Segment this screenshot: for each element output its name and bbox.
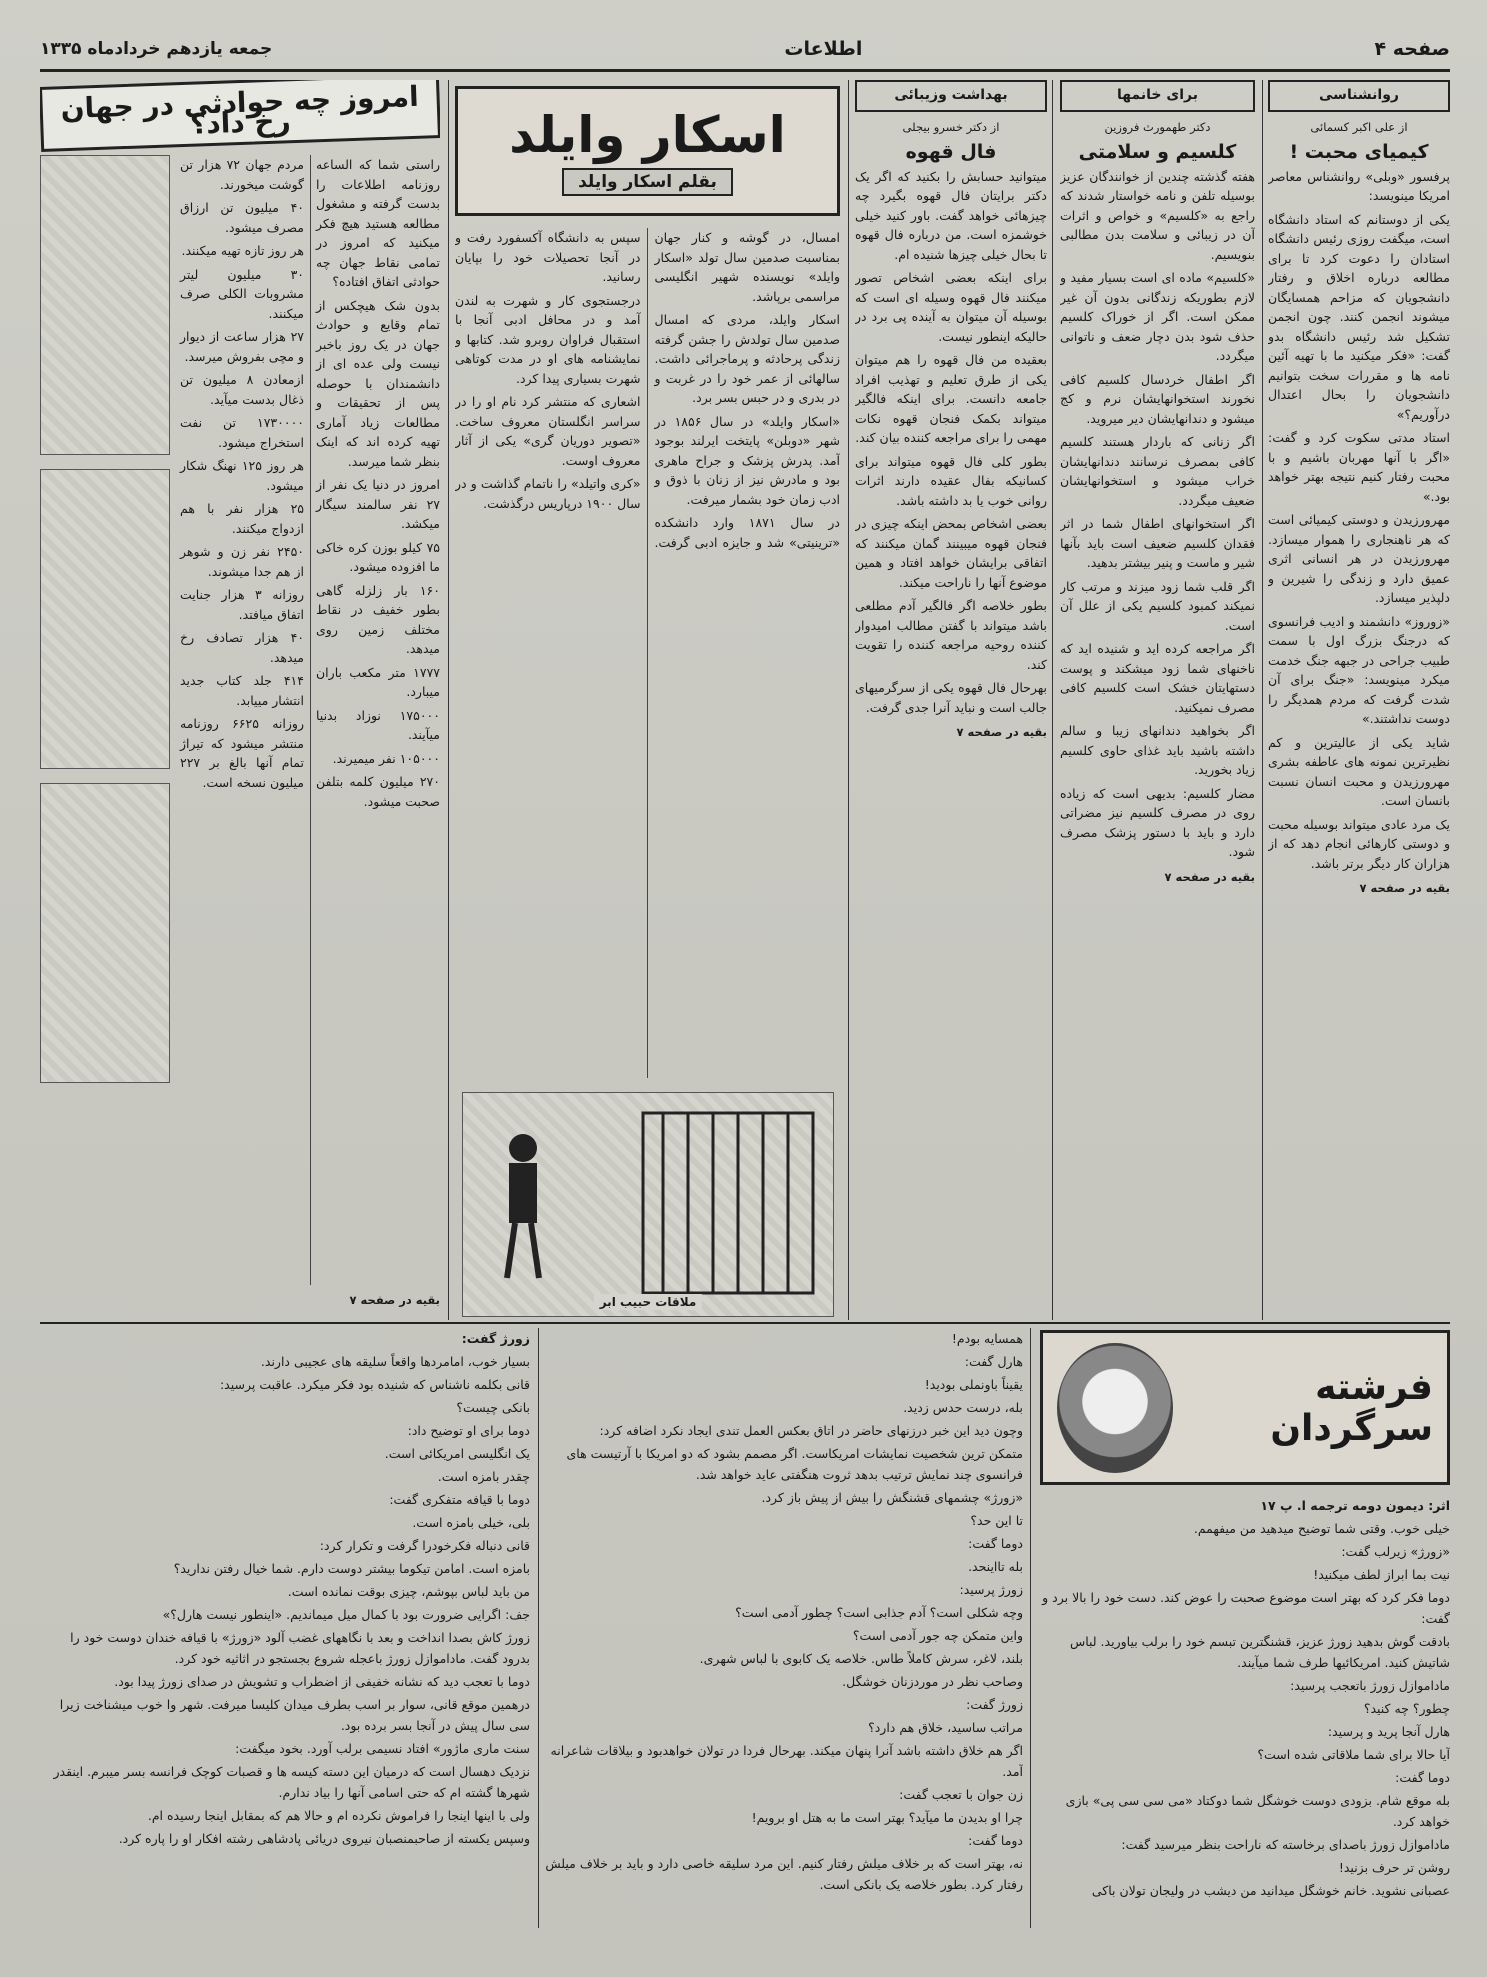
paper-name: اطلاعات <box>784 37 863 60</box>
byline: دکتر طهمورث فروزین <box>1104 119 1211 134</box>
paragraph: دوما برای او توضیح داد: <box>407 1423 530 1438</box>
paragraph: زن جوان با تعجب گفت: <box>899 1787 1023 1802</box>
paragraph: راستی شما که الساعه روزنامه اطلاعات را بدست گرفته و مشغول مطالعه هستید هیچ فکر میکنید که امروز در تمامی نقاط جهان چه حوادثی اتفاق افتاده؟ <box>316 157 440 289</box>
column-women <box>1060 80 1255 1320</box>
serial-part-middle <box>545 1328 1023 1928</box>
paragraph: ازمعادن ۸ میلیون تن ذغال بدست میآید. <box>180 372 304 407</box>
cartoon-drawing <box>463 1093 835 1318</box>
paragraph: اگر زنانی که باردار هستند کلسیم کافی بمصرف نرسانند دندانهایشان خراب میشود و استخوانهایشان ضعیف میگردد. <box>1060 434 1255 508</box>
paragraph: یقیناً باونملی بودید! <box>924 1377 1023 1392</box>
paragraph: بسیار خوب، امامردها واقعاً سلیقه های عجیبی دارند. <box>260 1354 530 1369</box>
paragraph: هفته گذشته چندین از خوانندگان عزیز بوسیله تلفن و نامه خواستار شدند که راجع به «کلسیم» و خواص و اثرات آن در زیبائی و سلامت بدن مطالبی بنویسیم. <box>1060 168 1255 262</box>
continue-note: بقیه در صفحه ۷ <box>1359 881 1450 895</box>
paragraph: ۴۱۴ جلد کتاب جدید انتشار مییابد. <box>180 673 304 708</box>
paragraph: دوما با تعجب دید که نشانه خفیفی از اضطراب و تشویش در صدای زورژ پیدا بود. <box>114 1674 530 1689</box>
article-body <box>455 228 840 552</box>
paragraph: وصاحب نظر در موردزنان خوشگل. <box>842 1674 1023 1689</box>
illustrations-strip <box>40 155 170 1285</box>
issue-date: جمعه یازدهم خردادماه ۱۳۳۵ <box>40 38 273 59</box>
column-world-events <box>40 80 440 1320</box>
paragraph: درهمین موقع قانی، سوار بر اسب بطرف میدان کلیسا میرفت. شهر وا خوب میشناخت زیرا سی سال پیش در آنجا بسر برده بود. <box>59 1697 530 1733</box>
paragraph: اگر بخواهید دندانهای زیبا و سالم داشته باشید باید غذای حاوی کلسیم زیاد بخورید. <box>1060 723 1255 777</box>
paragraph: ماداموازل زورژ باتعجب پرسید: <box>1290 1678 1450 1693</box>
column-rule <box>538 1328 539 1928</box>
paragraph: همسایه بودم! <box>951 1331 1023 1346</box>
paragraph: بطور خلاصه اگر فالگیر آدم مطلعی باشد میتواند با گفتن مطالب امیدوار کننده روحیه مراجعه کننده را تقویت کند. <box>855 598 1047 672</box>
paragraph: ۱۷۵۰۰۰ نوزاد بدنیا میآیند. <box>316 707 440 742</box>
paragraph: آیا حالا برای شما ملاقاتی شده است؟ <box>1257 1747 1450 1762</box>
paragraph: ۱۶۰ بار زلزله گاهی بطور خفیف در نقاط مختلف زمین روی میدهد. <box>316 582 440 656</box>
paragraph: یک مرد عادی میتواند بوسیله محبت و دوستی کارهائی انجام دهد که از هزاران کار دیگر برتر باشد. <box>1268 816 1450 871</box>
serial-body <box>40 1351 530 1849</box>
paragraph: نه، بهتر است که بر خلاف میلش رفتار کنیم. این مرد سلیقه خاصی دارد و باید بر خلاف میلش رفتار کرد. بطور خلاصه یک بانکی است. <box>545 1856 1023 1892</box>
continue-note: بقیه در صفحه ۷ <box>956 725 1047 739</box>
paragraph: تا این حد؟ <box>970 1513 1023 1528</box>
paragraph: اشعاری که منتشر کرد نام او را در سراسر انگلستان معروف ساخت. «تصویر دوریان گری» یکی از آثار معروف اوست. <box>455 394 641 468</box>
paragraph: ۴۰ میلیون تن ارزاق مصرف میشود. <box>180 200 304 235</box>
paragraph: مردم جهان ۷۲ هزار تن گوشت میخورند. <box>180 157 304 192</box>
paragraph: قانی بکلمه ناشناس که شنیده بود فکر میکرد. عاقبت پرسید: <box>219 1377 530 1392</box>
paragraph: اگر استخوانهای اطفال شما در اثر فقدان کلسیم ضعیف است باید بآنها شیر و ماست و پنیر بیشتر بدهید. <box>1060 516 1255 570</box>
paragraph: هر روز تازه تهیه میکنند. <box>181 243 304 258</box>
paragraph: جف: اگرایی ضرورت بود با کمال میل میماندیم. «اینطور نیست هارل؟» <box>162 1607 530 1622</box>
page-number: صفحه ۴ <box>1374 37 1450 60</box>
paragraph: چطور؟ چه کنید؟ <box>1363 1701 1450 1716</box>
paragraph: ۲۴۵۰ نفر زن و شوهر از هم جدا میشوند. <box>180 544 304 579</box>
paragraph: چقدر بامزه است. <box>437 1469 530 1484</box>
column-rule <box>1052 80 1053 1320</box>
paragraph: بعضی اشخاص بمحض اینکه چیزی در فنجان قهوه میبینند گمان میکنند که اتفاقی برایشان خواهد افتاد و همین موضوع آنها را ناراحت میکند. <box>855 516 1047 590</box>
paragraph: بدون شک هیچکس از تمام وقایع و حوادث جهان در یک روز باخبر نیست ولی عده ای از دانشمندان با حوصله پس از تحقیقات و مطالعات زیاد آماری تهیه کرده اند که اینک بنظر شما میرسد. <box>316 297 440 469</box>
paragraph: درجستجوی کار و شهرت به لندن آمد و در محافل ادبی آنجا با استقبال فراوان روبرو شد. کتابها و نمایشنامه های او در مدت کوتاهی شهرت بسیاری پیدا کرد. <box>455 292 641 386</box>
paragraph: زورژ پرسید: <box>959 1582 1023 1597</box>
paragraph: برای اینکه بعضی اشخاص تصور میکنند فال قهوه وسیله ای است که بوسیله آن میتوان به آینده پی برد در حالیکه اینطور نیست. <box>855 270 1047 344</box>
continue-note: بقیه در صفحه ۷ <box>349 1293 440 1307</box>
column-psychology <box>1268 80 1450 1320</box>
paragraph: هر روز ۱۲۵ نهنگ شکار میشود. <box>180 458 305 493</box>
paragraph: ۷۵ کیلو بوزن کره خاکی ما افزوده میشود. <box>316 539 440 574</box>
paragraph: بلند، لاغر، سرش کاملاً طاس. خلاصه یک کابوی با لباس شهری. <box>699 1651 1023 1666</box>
paragraph: عصبانی نشوید. خانم خوشگل میدانید من دیشب در ولیجان تولان باکی <box>1091 1883 1450 1898</box>
paragraph: نزدیک دهسال است که درمیان این دسته کیسه ها و قصبات کوچک فرانسه بسر میبرم. اینقدر شهرها گشته ام که حتی اسامی آنها را بیاد ندارم. <box>53 1764 530 1800</box>
paragraph: ۳۰ میلیون لیتر مشروبات الکلی صرف میکنند. <box>180 266 304 321</box>
paragraph: قانی دنباله فکرخودرا گرفت و تکرار کرد: <box>319 1538 530 1553</box>
paragraph: دوما فکر کرد که بهتر است موضوع صحبت را عوض کند. دست خود را بالا برد و گفت: <box>1042 1590 1450 1626</box>
paragraph: امسال، در گوشه و کنار جهان بمناسبت صدمین سال تولد «اسکار وایلد» نویسنده شهیر انگلیسی مراسمی برپاشد. <box>654 230 840 304</box>
serial-part-right <box>1040 1495 1450 1925</box>
paragraph: زورژ گفت: <box>966 1697 1023 1712</box>
paragraph: بامزه است. امامن تیکوما بیشتر دوست دارم. شما خیال رفتن ندارید؟ <box>173 1561 530 1576</box>
paragraph: مراتب ساسید، خلاق هم دارد؟ <box>868 1720 1023 1735</box>
paragraph: مضار کلسیم: بدیهی است که زیاده روی در مصرف کلسیم نیز مضراتی دارد و باید با دستور پزشک مصرف شود. <box>1060 785 1255 859</box>
men-cartoon-illustration <box>40 469 170 769</box>
world-events-banner: امروز چه حوادثی در جهان رخ داد؟ <box>40 80 440 152</box>
serial-body <box>1040 1518 1450 1901</box>
paragraph: یکی از دوستانم که استاد دانشگاه است، میگفت روزی رئیس دانشگاه استادان را دعوت کرد تا برای مطالعه درباره اخلاق و رفتار دانشجویان که مزاحم همسایگان میشوند انجمن کنند. چون انجمن تشکیل شد رئیس دانشگاه بدو گفت: «فکر میکنید ما با تهیه آئین نامه ها و مقررات سخت بتوانیم دانشجویان را بحال اعتدال درآوریم؟» <box>1268 211 1450 422</box>
column-rule <box>1030 1328 1031 1928</box>
paragraph: روزانه ۶۶۲۵ روزنامه منتشر میشود که تیراژ تمام آنها بالغ بر ۲۲۷ میلیون نسخه است. <box>180 716 304 790</box>
paragraph: «کری واتیلد» را ناتمام گذاشت و در سال ۱۹۰۰ درپاریس درگذشت. <box>455 476 641 511</box>
woman-portrait-illustration <box>1057 1343 1173 1473</box>
column-head: روانشناسی <box>1268 80 1450 112</box>
column-oscar-wilde <box>455 228 840 1078</box>
paragraph: شاید یکی از عالیترین و کم نظیرترین نمونه های عاطفه بشری مهرورزیدن و محبت انسان نسبت بانسان است. <box>1268 734 1450 808</box>
paragraph: امروز در دنیا یک نفر از ۲۷ نفر سالمند سیگار میکشد. <box>316 477 440 531</box>
paragraph: بلی، خیلی بامزه است. <box>412 1515 530 1530</box>
banner-subtitle: بقلم اسکار وایلد <box>562 168 733 196</box>
paragraph: «اسکار وایلد» در سال ۱۸۵۶ در شهر «دوبلن» پایتخت ایرلند بوجود آمد. پدرش پزشک و جراح ماهری بود و مادرش نیز از زنان با ذوق و ادب زمان خود بشمار میرفت. <box>654 413 840 507</box>
paragraph: وچه شکلی است؟ آدم جذابی است؟ چطور آدمی است؟ <box>735 1605 1023 1620</box>
paragraph: ۴۰ هزار تصادف رخ میدهد. <box>180 630 304 665</box>
paragraph: دوما گفت: <box>968 1536 1023 1551</box>
paragraph: «زوروز» دانشمند و ادیب فرانسوی که درجنگ بزرگ اول با سمت طبیب جراحی در جبهه جنگ خدمت میکرد مینویسد: «جنگ برای آن شدت گرفت که مردم همدیگر را دوست نداشتند.» <box>1268 613 1450 726</box>
column-head: بهداشت وزیبائی <box>855 80 1047 112</box>
paragraph: بله موقع شام. بزودی دوست خوشگل شما دوکتاد «می سی سی پی» بازی خواهد کرد. <box>1065 1793 1450 1829</box>
article-title: کلسیم و سلامتی <box>1078 141 1237 163</box>
paragraph: وچون دید این خبر درزنهای حاضر در اتاق بعکس العمل تندی ایجاد نکرد اضافه کرد: <box>599 1423 1023 1438</box>
banner-title: اسکار وایلد <box>509 106 786 164</box>
oscar-wilde-banner <box>455 86 840 216</box>
paragraph: سنت ماری ماژور» افتاد نسیمی برلب آورد. بخود میگفت: <box>235 1741 530 1756</box>
byline: از دکتر خسرو بیجلی <box>902 119 1000 134</box>
article-title: کیمیای محبت ! <box>1289 141 1429 163</box>
section-rule <box>40 1322 1450 1324</box>
woman-phone-illustration <box>40 155 170 455</box>
article-body <box>855 167 1047 718</box>
column-health <box>855 80 1047 1320</box>
cartoon-illustration <box>462 1092 834 1317</box>
continue-note: بقیه در صفحه ۷ <box>1164 869 1255 884</box>
masthead <box>40 28 1450 72</box>
column-rule <box>848 80 849 1320</box>
paragraph: چرا او بدیدن ما میآید؟ بهتر است ما به هتل او برویم! <box>751 1810 1023 1825</box>
paragraph: بطور کلی فال قهوه میتواند برای کسانیکه بفال عقیده دارند اثرات روانی خوب یا بد داشته باشد. <box>855 453 1047 508</box>
column-rule <box>1262 80 1263 1320</box>
paragraph: بعقیده من فال قهوه را هم میتوان یکی از طرق تعلیم و تهذیب افراد جامعه دانست. برای اینکه فالگیر میتواند بکمک فنجان قهوه نکات مهمی را برای مراجعه کننده بیان کند. <box>855 352 1047 445</box>
column-head: برای خانمها <box>1060 80 1255 112</box>
paragraph: هارل گفت: <box>964 1354 1023 1369</box>
paragraph: یک انگلیسی امریکائی است. <box>384 1446 530 1461</box>
paragraph: «زورژ» چشمهای قشنگش را بیش از پیش باز کرد. <box>761 1490 1023 1505</box>
paragraph: خیلی خوب. وقتی شما توضیح میدهید من میفهمم. <box>1193 1521 1450 1536</box>
paragraph: اگر هم خلاق داشته باشد آنرا پنهان میکند. بهرحال فردا در تولان خواهدبود و بیلاقات شاعرانه آمد. <box>550 1743 1023 1779</box>
paragraph: بله، درست حدس زدید. <box>903 1400 1023 1415</box>
serial-header: اثر: دیمون دومه ترجمه ا. پ ۱۷ <box>1260 1498 1450 1513</box>
paragraph: مهرورزیدن و دوستی کیمیائی است که هر ناهنجاری را هموار میسازد. مهرورزیدن در هر انسانی اثری عمیق دارد و زندگی را شیرین و دلپذیر میسازد. <box>1268 512 1450 605</box>
paragraph: دوما با قیافه متفکری گفت: <box>389 1492 530 1507</box>
serial-head: زورژ گفت: <box>461 1331 530 1346</box>
article-body <box>1268 167 1450 874</box>
paragraph: در سال ۱۸۷۱ وارد دانشکده «ترینیتی» شد و جایزه ادبی گرفت. سپس به دانشگاه آکسفورد رفت و در آنجا تحصیلات خود را بپایان رسانید. <box>455 230 840 550</box>
paragraph: اگر مراجعه کرده اید و شنیده اید که ناخنهای شما زود میشکند و پوست دستهایتان خشک است کلسیم کافی مصرف نمیکنید. <box>1060 641 1255 715</box>
byline: از علی اکبر کسمائی <box>1310 119 1408 134</box>
paragraph: روزانه ۳ هزار جنایت اتفاق میافتد. <box>180 587 304 622</box>
paragraph: ۲۵ هزار نفر با هم ازدواج میکنند. <box>180 501 304 536</box>
paragraph: روشن تر حرف بزنید! <box>1338 1860 1450 1875</box>
paragraph: ماداموازل زورژ باصدای برخاسته که ناراحت بنظر میرسید گفت: <box>1121 1837 1450 1852</box>
paragraph: دوما گفت: <box>1395 1770 1450 1785</box>
photographer-illustration <box>40 783 170 1083</box>
paragraph: میتوانید حسابش را بکنید که اگر یک دکتر برایتان فال قهوه بگیرد چه چیزهائی خواهد گفت. باور کنید خیلی خوشمزه است. من درباره فال قهوه تا بحال خیلی چیزها شنیده ام. <box>855 168 1047 262</box>
paragraph: ۱۰۵۰۰۰ نفر میمیرند. <box>332 750 440 766</box>
paragraph: واین متمکن چه جور آدمی است؟ <box>852 1628 1023 1643</box>
paragraph: دوما گفت: <box>968 1833 1023 1848</box>
paragraph: بانکی چیست؟ <box>456 1400 530 1415</box>
article-title: فال قهوه <box>905 141 997 163</box>
serial-banner <box>1040 1330 1450 1485</box>
paragraph: نیت بما ابراز لطف میکنید! <box>1313 1567 1450 1582</box>
paragraph: ولی با اینها اینجا را فراموش نکرده ام و حالا هم که بمقابل اینجا رسیده ام. <box>147 1808 530 1823</box>
paragraph: ۱۷۳۰۰۰۰ تن نفت استخراج میشود. <box>180 415 304 450</box>
article-body <box>1060 167 1255 862</box>
paragraph: متمکن ترین شخصیت نمایشات امریکاست. اگر مصمم بشود که دو امریکا با آرتیست های فرانسوی چند نمایش ترتیب بدهد ثروت هنگفتی عاید خواهد شد. <box>566 1446 1023 1482</box>
paragraph: پرفسور «وبلی» روانشناس معاصر امریکا مینویسد: <box>1268 168 1450 203</box>
serial-title: فرشته سرگردان <box>1270 1366 1433 1449</box>
paragraph: بادقت گوش بدهید زورژ عزیز، قشنگترین تبسم خود را برلب بیاورید. لباس شاتیش کنید. امریکائیها طرف شما میآیند. <box>1069 1634 1450 1670</box>
cartoon-caption: ملاقات حبیب ابر <box>594 1294 703 1310</box>
paragraph: اسکار وایلد، مردی که امسال صدمین سال تولدش را جشن گرفته زندگی پرحادثه و پرماجرائی داشت. سالهائی از عمر خود را در غربت و در بدری و در حبس بسر برد. <box>654 312 840 405</box>
paragraph: استاد مدتی سکوت کرد و گفت: «اگر با آنها مهربان باشیم و با محبت رفتار کنیم نتیجه بهتر خواهد بود.» <box>1268 430 1450 504</box>
paragraph: ۱۷۷۷ متر مکعب باران میبارد. <box>316 664 440 699</box>
paragraph: من باید لباس بپوشم، چیزی بوقت نمانده است. <box>287 1584 530 1599</box>
paragraph: بله تااینحد. <box>968 1559 1023 1574</box>
paragraph: بهرحال فال قهوه یکی از سرگرمیهای جالب است و نباید آنرا جدی گرفت. <box>855 680 1047 715</box>
paragraph: هارل آنجا پرید و پرسید: <box>1327 1724 1450 1739</box>
article-body <box>180 155 440 1285</box>
serial-body <box>545 1328 1023 1895</box>
paragraph: اگر اطفال خردسال کلسیم کافی نخورند استخوانهایشان نرم و کج میشود و دندانهایشان دیر میروید. <box>1060 371 1255 426</box>
paragraph: «زورژ» زیرلب گفت: <box>1341 1544 1450 1559</box>
serial-part-left <box>40 1328 530 1928</box>
paragraph: زورژ کاش بصدا انداخت و بعد با نگاههای غضب آلود «زورژ» با قیافه خندان دوست خود را بدرود گفت. ماداموازل زورژ باعجله شروع بجستجو در اثاثیه خود کرد. <box>70 1630 530 1666</box>
column-rule <box>448 80 449 1320</box>
paragraph: ۲۷ هزار ساعت از دیوار و مچی بفروش میرسد. <box>180 329 304 364</box>
paragraph: اگر قلب شما زود میزند و مرتب کار نمیکند کمبود کلسیم یکی از علل آن است. <box>1060 578 1255 633</box>
paragraph: «کلسیم» ماده ای است بسیار مفید و لازم بطوریکه زندگانی بدون آن غیر ممکن است. اگر از خوراک کلسیم حذف شود بدن دچار ضعف و ناتوانی میگردد. <box>1060 270 1255 363</box>
paragraph: وسپس یکسته از صاحبمنصبان نیروی دریائی پادشاهی رشته افکار او را پاره کرد. <box>118 1831 530 1846</box>
paragraph: ۲۷۰ میلیون کلمه بتلفن صحبت میشود. <box>316 774 440 809</box>
